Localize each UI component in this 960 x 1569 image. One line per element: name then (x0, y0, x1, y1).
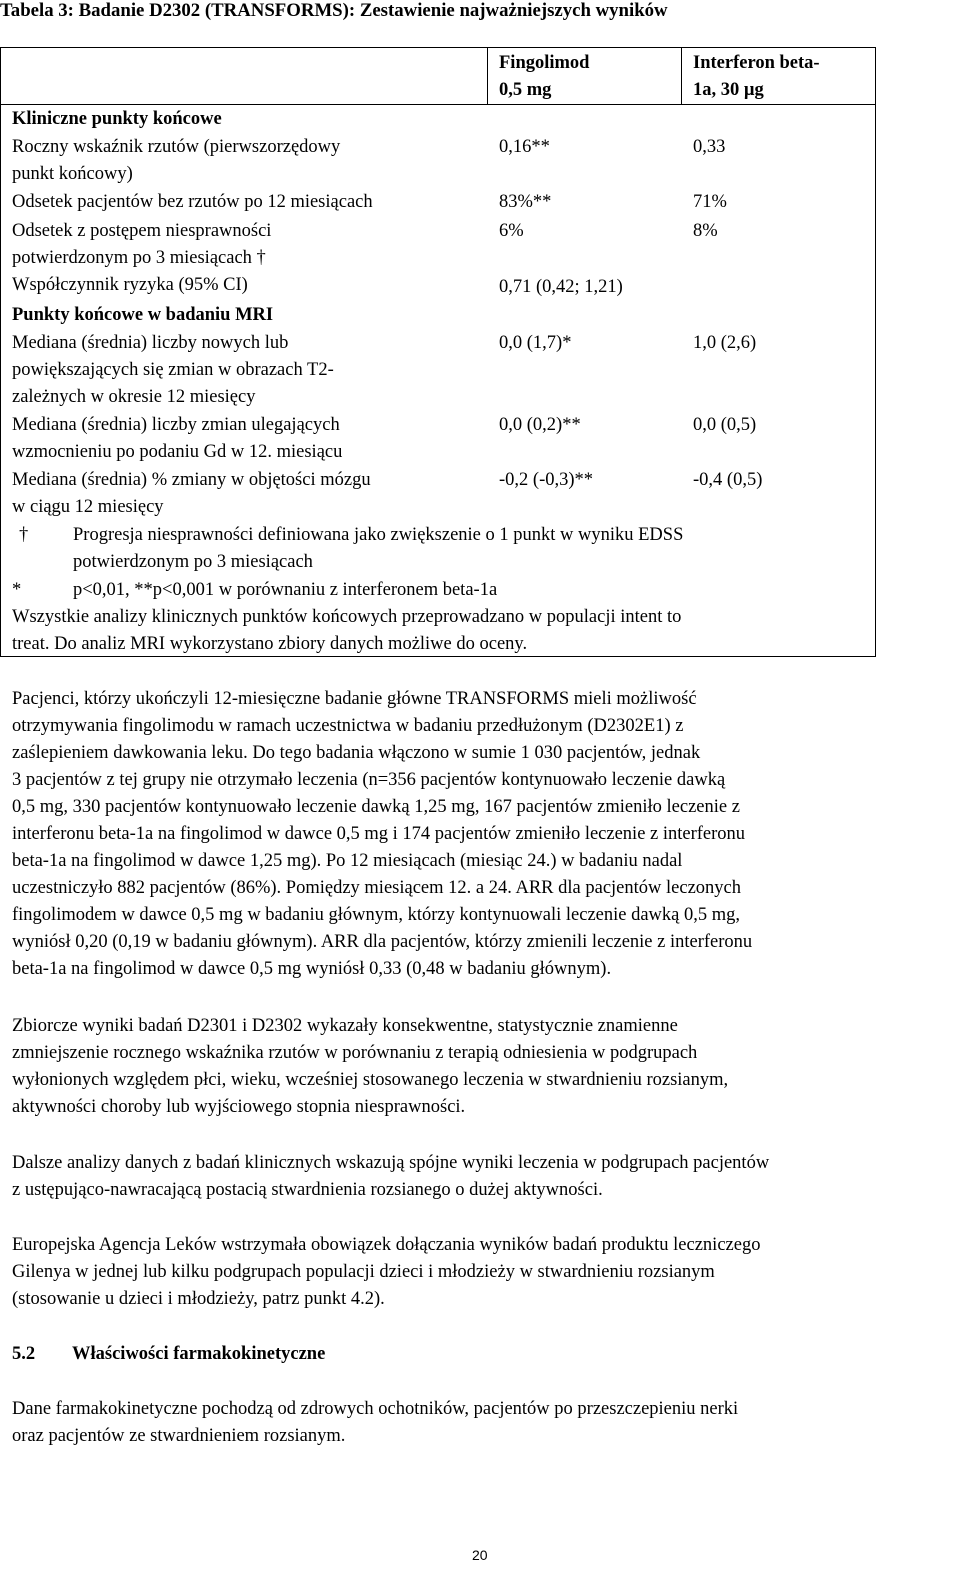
text-line: zaślepieniem dawkowania leku. Do tego badania włączono w sumie 1 030 pacjentów, jednak (12, 743, 701, 763)
footnote-dagger-text: potwierdzonym po 3 miesiącach (73, 552, 313, 572)
row-label: wzmocnieniu po podaniu Gd w 12. miesiącu (12, 442, 343, 462)
footnote-note: treat. Do analiz MRI wykorzystano zbiory danych możliwe do oceny. (12, 634, 528, 654)
row-value-fingolimod: 6% (499, 221, 524, 241)
row-value-fingolimod: 0,0 (0,2)** (499, 415, 581, 435)
header-divider (1, 104, 875, 105)
paragraph-pooled-results (12, 1013, 957, 1121)
row-label: w ciągu 12 miesięcy (12, 497, 164, 517)
header-interferon-dose: 1a, 30 µg (693, 80, 764, 100)
paragraph-ema-waiver (12, 1232, 957, 1313)
text-line: interferonu beta-1a na fingolimod w dawce 0,5 mg i 174 pacjentów zmieniło leczenie z interferonu (12, 824, 746, 844)
text-line: Europejska Agencja Leków wstrzymała obowiązek dołączania wyników badań produktu leczniczego (12, 1235, 761, 1255)
row-value-fingolimod: -0,2 (-0,3)** (499, 470, 594, 490)
row-value-interferon: 0,33 (693, 137, 726, 157)
paragraph-extension-study (12, 686, 957, 983)
footnote-dagger-mark: † (19, 525, 29, 545)
page-number: 20 (472, 1547, 488, 1563)
text-line: beta-1a na fingolimod w dawce 1,25 mg). Po 12 miesiącach (miesiąc 24.) w badaniu nadal (12, 851, 683, 871)
text-line: zmniejszenie rocznego wskaźnika rzutów w porównaniu z terapią odniesienia w podgrupach (12, 1043, 698, 1063)
row-label: Mediana (średnia) liczby zmian ulegających (12, 415, 340, 435)
text-line: Zbiorcze wyniki badań D2301 i D2302 wykazały konsekwentne, statystycznie znamienne (12, 1016, 678, 1036)
header-fingolimod-dose: 0,5 mg (499, 80, 552, 100)
text-line: z ustępująco-nawracającą postacią stwardnienia rozsianego o dużej aktywności. (12, 1180, 603, 1200)
table-caption: Tabela 3: Badanie D2302 (TRANSFORMS): Zestawienie najważniejszych wyników (0, 0, 668, 21)
paragraph-subgroup-analyses (12, 1150, 957, 1204)
text-line: (stosowanie u dzieci i młodzieży, patrz punkt 4.2). (12, 1289, 385, 1309)
header-fingolimod: Fingolimod (499, 53, 590, 73)
section-title: Właściwości farmakokinetyczne (72, 1344, 326, 1364)
row-label: zależnych w okresie 12 miesięcy (12, 387, 256, 407)
text-line: uczestniczyło 882 pacjentów (86%). Pomiędzy miesiącem 12. a 24. ARR dla pacjentów leczonych (12, 878, 741, 898)
section-heading (12, 1341, 325, 1368)
row-value-fingolimod: 83%** (499, 192, 552, 212)
row-value-fingolimod: 0,16** (499, 137, 550, 157)
text-line: Dane farmakokinetyczne pochodzą od zdrowych ochotników, pacjentów po przeszczepieniu nerki (12, 1399, 739, 1419)
footnote-star-mark: * (12, 580, 22, 600)
row-value-interferon: -0,4 (0,5) (693, 470, 763, 490)
text-line: Pacjenci, którzy ukończyli 12-miesięczne badanie główne TRANSFORMS mieli możliwość (12, 689, 697, 709)
text-line: Dalsze analizy danych z badań klinicznych wskazują spójne wyniki leczenia w podgrupach pacjentów (12, 1153, 770, 1173)
row-label: Współczynnik ryzyka (95% CI) (12, 275, 248, 295)
row-label: punkt końcowy) (12, 164, 133, 184)
row-value-fingolimod: 0,0 (1,7)* (499, 333, 572, 353)
text-line: fingolimodem w dawce 0,5 mg w badaniu głównym, którzy kontynuowali leczenie dawką 0,5 mg, (12, 905, 741, 925)
row-label: Mediana (średnia) liczby nowych lub (12, 333, 289, 353)
footnote-dagger-text: Progresja niesprawności definiowana jako zwiększenie o 1 punkt w wyniku EDSS (73, 525, 684, 545)
text-line: aktywności choroby lub wyjściowego stopnia niesprawności. (12, 1097, 466, 1117)
text-line: Gilenya w jednej lub kilku podgrupach populacji dzieci i młodzieży w stwardnieniu rozsianym (12, 1262, 715, 1282)
text-line: oraz pacjentów ze stwardnieniem rozsianym. (12, 1426, 346, 1446)
row-value-fingolimod: 0,71 (0,42; 1,21) (499, 277, 623, 297)
section-clinical-endpoints: Kliniczne punkty końcowe (12, 109, 222, 129)
row-value-interferon: 71% (693, 192, 727, 212)
row-label: Odsetek z postępem niesprawności (12, 221, 272, 241)
row-value-interferon: 1,0 (2,6) (693, 333, 757, 353)
row-label: Odsetek pacjentów bez rzutów po 12 miesiącach (12, 192, 373, 212)
row-value-interferon: 0,0 (0,5) (693, 415, 757, 435)
results-table (0, 47, 876, 657)
section-number: 5.2 (12, 1344, 36, 1364)
text-line: otrzymywania fingolimodu w ramach uczestnictwa w badaniu przedłużonym (D2302E1) z (12, 716, 684, 736)
header-interferon: Interferon beta- (693, 53, 820, 73)
row-label: powiększających się zmian w obrazach T2- (12, 360, 334, 380)
row-label: potwierdzonym po 3 miesiącach † (12, 248, 266, 268)
footnote-star-text: p<0,01, **p<0,001 w porównaniu z interferonem beta-1a (73, 580, 498, 600)
footnote-note: Wszystkie analizy klinicznych punktów końcowych przeprowadzano w populacji intent to (12, 607, 682, 627)
row-value-interferon: 8% (693, 221, 718, 241)
text-line: wyniósł 0,20 (0,19 w badaniu głównym). ARR dla pacjentów, którzy zmienili leczenie z interferonu (12, 932, 753, 952)
text-line: beta-1a na fingolimod w dawce 0,5 mg wyniósł 0,33 (0,48 w badaniu głównym). (12, 959, 612, 979)
row-label: Mediana (średnia) % zmiany w objętości mózgu (12, 470, 371, 490)
text-line: wyłonionych względem płci, wieku, wcześniej stosowanego leczenia w stwardnieniu rozsianym, (12, 1070, 729, 1090)
header-divider-col2 (681, 48, 682, 104)
paragraph-pharmacokinetics (12, 1396, 957, 1450)
row-label: Roczny wskaźnik rzutów (pierwszorzędowy (12, 137, 341, 157)
section-mri-endpoints: Punkty końcowe w badaniu MRI (12, 305, 274, 325)
header-divider-col1 (487, 48, 488, 104)
text-line: 3 pacjentów z tej grupy nie otrzymało leczenia (n=356 pacjentów kontynuowało leczenie dawką (12, 770, 726, 790)
text-line: 0,5 mg, 330 pacjentów kontynuowało leczenie dawką 1,25 mg, 167 pacjentów zmieniło leczenie z (12, 797, 740, 817)
